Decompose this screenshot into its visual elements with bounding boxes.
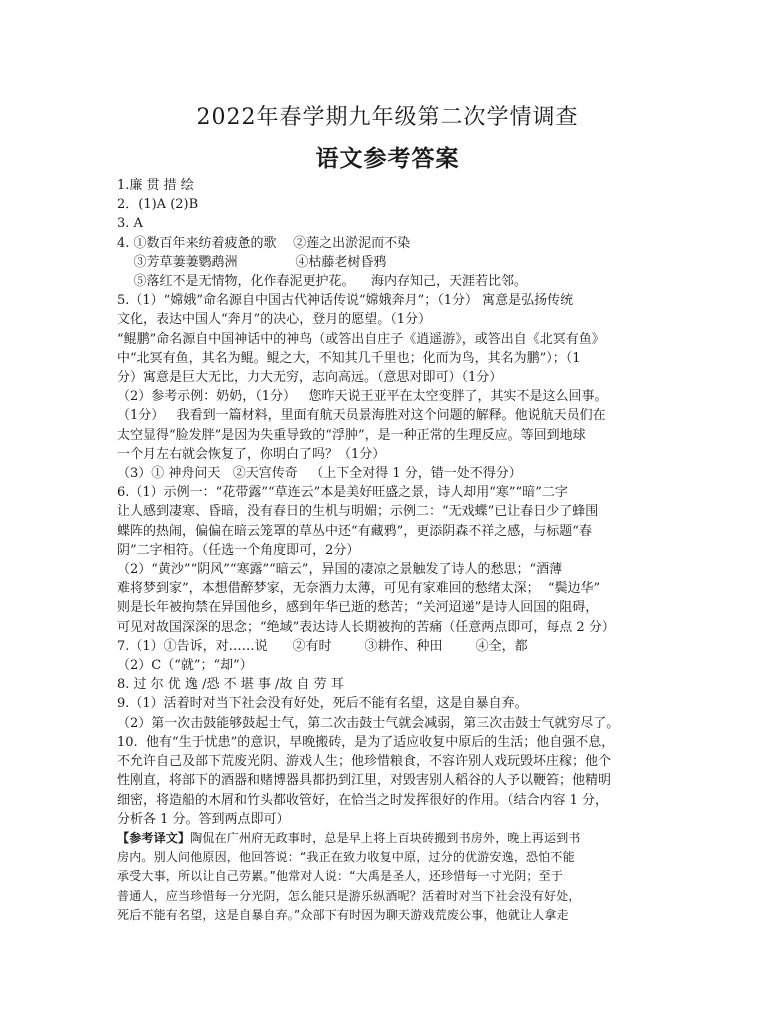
answer-line: 10. 他有“生于忧患”的意识，早晚搬砖，是为了适应收复中原后的生活；他自强不息， <box>117 734 615 750</box>
answer-line: 1.廉 贯 措 绘 <box>117 178 194 193</box>
answer-line: 蝶阵的热闹，偏偏在暗云笼罩的草丛中还“有藏鸦”，更添阴森不祥之感，与标题“春 <box>117 523 592 539</box>
answer-line: “鲲鹏”命名源自中国神话中的神鸟（或答出自庄子《逍遥游》，或答出自《北冥有鱼》 <box>117 331 605 347</box>
answer-line: 8. 过 尔 优 逸 /恐 不 堪 事 /故 自 劳 耳 <box>117 677 344 693</box>
answer-line: 可见对故国深深的思念；“绝域”表达诗人长期被拘的苦痛（任意两点即可，每点 2 分） <box>117 619 615 635</box>
answer-line: 2．(1)A (2)B <box>117 197 199 213</box>
answer-line: 难将梦到家”，本想借醉梦家，无奈酒力太薄，可见有家难回的愁绪太深； “鬓边华” <box>117 581 601 597</box>
answer-line: 一个月左右就会恢复了，你明白了吗？（1分） <box>117 446 386 462</box>
translation-line: 承受大事，所以让自己劳累。”他常对人说：“大禹是圣人，还珍惜每一寸光阴；至于 <box>117 869 564 884</box>
translation-line: 房内。别人问他原因，他回答说：“我正在致力收复中原，过分的优游安逸，恐怕不能 <box>117 850 575 865</box>
answer-line: 分）寓意是巨大无比，力大无穷，志向高远。（意思对即可）（1分） <box>117 370 503 386</box>
answer-line: 7.（1）①告诉，对……说 ②有时 ③耕作、种田 ④全，都 <box>117 638 528 654</box>
answer-line: （2）第一次击鼓能够鼓起士气，第二次击鼓士气就会减弱，第三次击鼓士气就穷尽了。 <box>117 715 620 731</box>
answer-line: 分析各 1 分。答到两点即可） <box>117 811 290 827</box>
answer-line: （3）① 神舟问天 ②天宫传奇 （上下全对得 1 分，错一处不得分） <box>117 466 522 482</box>
answer-line: （2）参考示例：奶奶，（1分） 您昨天说王亚平在太空变胖了，其实不是这么回事。 <box>117 389 608 405</box>
answer-line: （2）C（“就”；“却”） <box>117 658 253 674</box>
answer-line: 中“北冥有鱼，其名为鲲。鲲之大，不知其几千里也；化而为鸟，其名为鹏”）；（1 <box>117 350 581 366</box>
translation-line <box>117 829 662 848</box>
answer-body <box>117 176 662 925</box>
answer-line: 太空显得“脸发胖”是因为失重导致的“浮肿”，是一种正常的生理反应。等回到地球 <box>117 427 586 443</box>
answer-line: 5.（1）“嫦娥”命名源自中国古代神话传说“嫦娥奔月”；（1分） 寓意是弘扬传统 <box>117 293 574 309</box>
answer-line: 6.（1）示例一：“花带露”“草连云”本是美好旺盛之景，诗人却用“寒”“暗”二字 <box>117 485 568 501</box>
translation-text: 陶侃在广州府无政事时，总是早上将上百块砖搬到书房外，晚上再运到书 <box>190 830 581 845</box>
answer-line: 则是长年被拘禁在异国他乡，感到年华已逝的愁苦；“关河迢递”是诗人回国的阻碍， <box>117 600 599 616</box>
answer-line: 阴”二字相符。（任选一个角度即可，2分） <box>117 542 360 558</box>
translation-line: 普通人，应当珍惜每一分光阴，怎么能只是游乐纵酒呢？活着时对当下社会没有好处， <box>117 888 581 903</box>
answer-line: 让人感到凄寒、昏暗，没有春日的生机与明媚；示例二：“无戏蝶”已让春日少了蜂围 <box>117 504 599 520</box>
answer-line: 9.（1）活着时对当下社会没有好处，死后不能有名望，这是自暴自弃。 <box>117 696 528 712</box>
document-title: 2022年春学期九年级第二次学情调查 <box>196 105 579 130</box>
answer-line: （2）“黄沙”“阴风”“寒露”“暗云”，异国的凄凉之景触发了诗人的愁思；“酒薄 <box>117 562 563 578</box>
translation-tag: 【参考译文】 <box>117 830 191 845</box>
answer-line: 细密，将造船的木屑和竹头都收管好，在恰当之时发挥很好的作用。（结合内容 1 分， <box>117 792 609 808</box>
answer-line: 不允许自己及部下荒废光阴、游戏人生；他珍惜粮食，不容许别人戏玩毁坏庄稼；他个 <box>117 754 612 770</box>
answer-line: 4. ①数百年来纺着疲惫的歌 ②莲之出淤泥而不染 <box>117 235 411 251</box>
answer-line: 文化，表达中国人“奔月”的决心，登月的愿望。（1分） <box>117 312 432 328</box>
translation-line: 死后不能有名望，这是自暴自弃。”众部下有时因为聊天游戏荒废公事，他就让人拿走 <box>117 907 569 922</box>
answer-line: 3. A <box>117 216 143 232</box>
answer-line: ③芳草萋萋鹦鹉洲 ④枯藤老树昏鸦 <box>117 254 387 270</box>
answer-line: （1分） 我看到一篇材料，里面有航天员景海胜对这个问题的解释。他说航天员们在 <box>117 408 606 424</box>
document-subtitle: 语文参考答案 <box>315 145 460 172</box>
answer-line: 性刚直，将部下的酒器和赌博器具都扔到江里，对毁害别人稻谷的人予以鞭笞；他精明 <box>117 773 612 789</box>
answer-line: ⑤落红不是无情物，化作春泥更护花。 海内存知己，天涯若比邻。 <box>117 274 528 290</box>
